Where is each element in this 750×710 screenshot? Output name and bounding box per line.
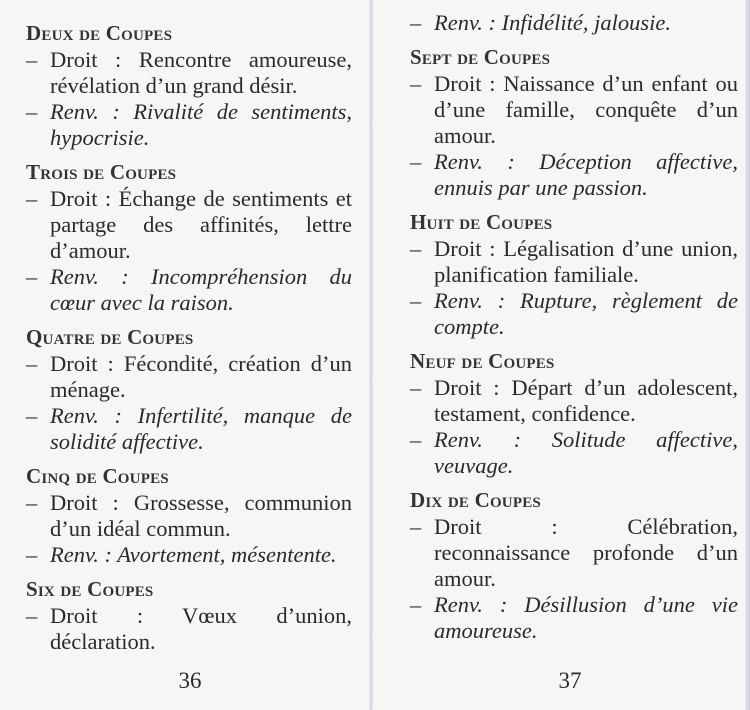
renv-entry [410,427,738,479]
droit-entry [26,603,352,655]
renv-entry [410,288,738,340]
dash-bullet: – [26,490,38,515]
renv-entry [410,149,738,201]
droit-entry [26,351,352,403]
book-gutter [369,0,373,710]
droit-text: Droit : Départ d’un adolescent, testament, confidence. [434,375,738,426]
card-neuf-de-coupes [410,348,738,479]
renv-text: Renv. : Rupture, règlement de compte. [434,288,738,339]
dash-bullet: – [410,592,422,617]
dash-bullet: – [26,603,38,628]
dash-bullet: – [26,264,38,289]
card-title: Deux de Coupes [26,21,173,45]
droit-entry [26,47,352,99]
renv-entry [26,542,352,568]
card-six-de-coupes-continued [410,10,738,36]
card-huit-de-coupes [410,209,738,340]
droit-entry [26,186,352,264]
droit-text: Droit : Fécondité, création d’un ménage. [50,351,352,402]
card-title: Dix de Coupes [410,488,541,512]
dash-bullet: – [410,427,422,452]
dash-bullet: – [410,10,422,35]
card-cinq-de-coupes [26,463,352,568]
renv-text: Renv. : Avortement, mésentente. [50,542,337,567]
renv-text: Renv. : Incompréhension du cœur avec la raison. [50,264,352,315]
droit-entry [410,71,738,149]
card-title: Huit de Coupes [410,210,553,234]
droit-text: Droit : Vœux d’union, déclaration. [50,603,352,654]
dash-bullet: – [410,375,422,400]
card-sept-de-coupes [410,44,738,201]
renv-entry [26,403,352,455]
droit-text: Droit : Légalisation d’une union, planification familiale. [434,236,738,287]
dash-bullet: – [26,47,38,72]
droit-text: Droit : Grossesse, communion d’un idéal commun. [50,490,352,541]
card-title: Cinq de Coupes [26,464,169,488]
right-page [370,0,750,710]
page-edge [745,0,750,710]
droit-text: Droit : Naissance d’un enfant ou d’une famille, conquête d’un amour. [434,71,738,148]
renv-text: Renv. : Désillusion d’une vie amoureuse. [434,592,738,643]
renv-entry [26,264,352,316]
card-title: Quatre de Coupes [26,325,194,349]
dash-bullet: – [410,514,422,539]
droit-text: Droit : Échange de sentiments et partage des affinités, lettre d’amour. [50,186,352,263]
card-dix-de-coupes [410,487,738,644]
dash-bullet: – [26,542,38,567]
droit-entry [410,514,738,592]
dash-bullet: – [410,236,422,261]
dash-bullet: – [26,99,38,124]
renv-entry [410,592,738,644]
droit-entry [410,375,738,427]
renv-text: Renv. : Déception affective, ennuis par une passion. [434,149,738,200]
card-trois-de-coupes [26,159,352,316]
card-title: Sept de Coupes [410,45,551,69]
dash-bullet: – [410,71,422,96]
renv-entry [26,99,352,151]
page-number-left: 36 [178,668,202,693]
renv-text: Renv. : Solitude affective, veuvage. [434,427,738,478]
card-title: Trois de Coupes [26,160,177,184]
renv-text: Renv. : Infertilité, manque de solidité affective. [50,403,352,454]
droit-entry [410,236,738,288]
left-page [0,0,370,710]
card-title: Six de Coupes [26,577,154,601]
dash-bullet: – [410,288,422,313]
droit-text: Droit : Rencontre amoureuse, révélation d’un grand désir. [50,47,352,98]
renv-text: Renv. : Rivalité de sentiments, hypocrisie. [50,99,352,150]
renv-entry [410,10,738,36]
renv-text: Renv. : Infidélité, jalousie. [434,10,672,35]
card-deux-de-coupes [26,20,352,151]
dash-bullet: – [26,403,38,428]
card-quatre-de-coupes [26,324,352,455]
droit-entry [26,490,352,542]
dash-bullet: – [410,149,422,174]
page-number-right: 37 [558,668,582,693]
dash-bullet: – [26,351,38,376]
dash-bullet: – [26,186,38,211]
card-six-de-coupes [26,576,352,655]
card-title: Neuf de Coupes [410,349,555,373]
droit-text: Droit : Célébration, reconnaissance profonde d’un amour. [434,514,738,591]
